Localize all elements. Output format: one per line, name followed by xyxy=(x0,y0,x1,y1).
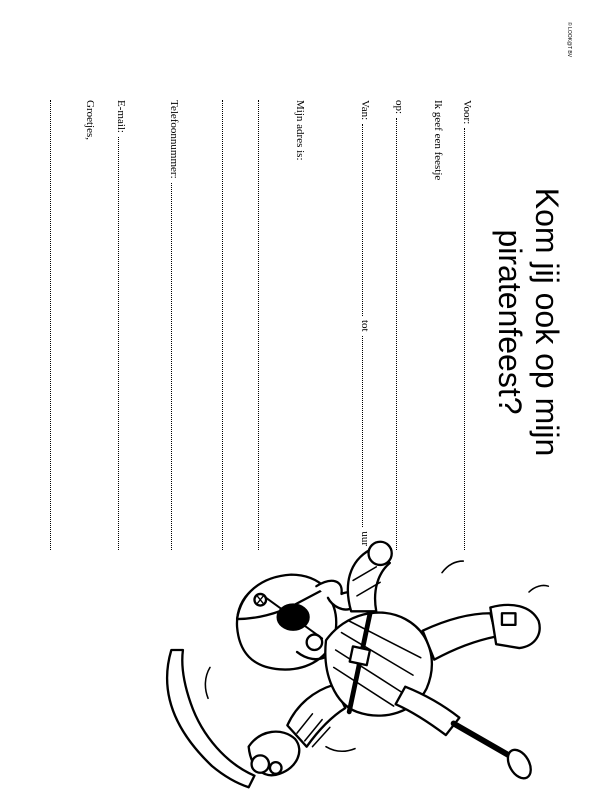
signature-line[interactable] xyxy=(47,100,63,550)
sword-blade xyxy=(167,650,254,787)
address-dotted-line-2[interactable] xyxy=(222,100,223,550)
telefoon-field[interactable] xyxy=(168,100,184,550)
title-line-1: Kom jij ook op mijn xyxy=(529,187,565,457)
time-field[interactable] xyxy=(359,100,375,550)
email-dotted-line[interactable] xyxy=(118,137,119,550)
address-line-2[interactable] xyxy=(219,100,235,550)
signature-dotted-line[interactable] xyxy=(50,100,51,550)
pirate-leg xyxy=(396,687,460,735)
van-label: Van: xyxy=(359,100,371,121)
van-dotted-line[interactable] xyxy=(362,124,363,316)
voor-label: Voor: xyxy=(461,100,473,125)
pirate-with-sword-illustration xyxy=(150,505,560,795)
telefoon-label: Telefoonnummer: xyxy=(168,100,180,179)
voor-dotted-line[interactable] xyxy=(464,128,465,550)
address-dotted-line-1[interactable] xyxy=(258,100,259,550)
invitation-card xyxy=(84,100,565,550)
email-label: E-mail: xyxy=(115,100,127,133)
tot-dotted-line[interactable] xyxy=(362,336,363,528)
voor-field[interactable] xyxy=(461,100,477,550)
feestje-label: Ik geef een feestje xyxy=(432,100,444,181)
groetjes-label: Groetjes, xyxy=(84,100,96,141)
op-field[interactable] xyxy=(393,100,409,550)
tot-label: tot xyxy=(359,319,371,332)
telefoon-dotted-line[interactable] xyxy=(171,183,172,550)
op-dotted-line[interactable] xyxy=(396,118,397,550)
email-field[interactable] xyxy=(115,100,131,550)
invitation-title xyxy=(491,102,565,542)
op-label: op: xyxy=(393,100,405,115)
copyright-note: © LOOK@T BV xyxy=(566,22,572,58)
uur-label: uur xyxy=(359,531,371,546)
address-line-1[interactable] xyxy=(255,100,271,550)
adres-label: Mijn adres is: xyxy=(294,100,306,161)
title-line-2: piratenfeest? xyxy=(492,229,528,415)
